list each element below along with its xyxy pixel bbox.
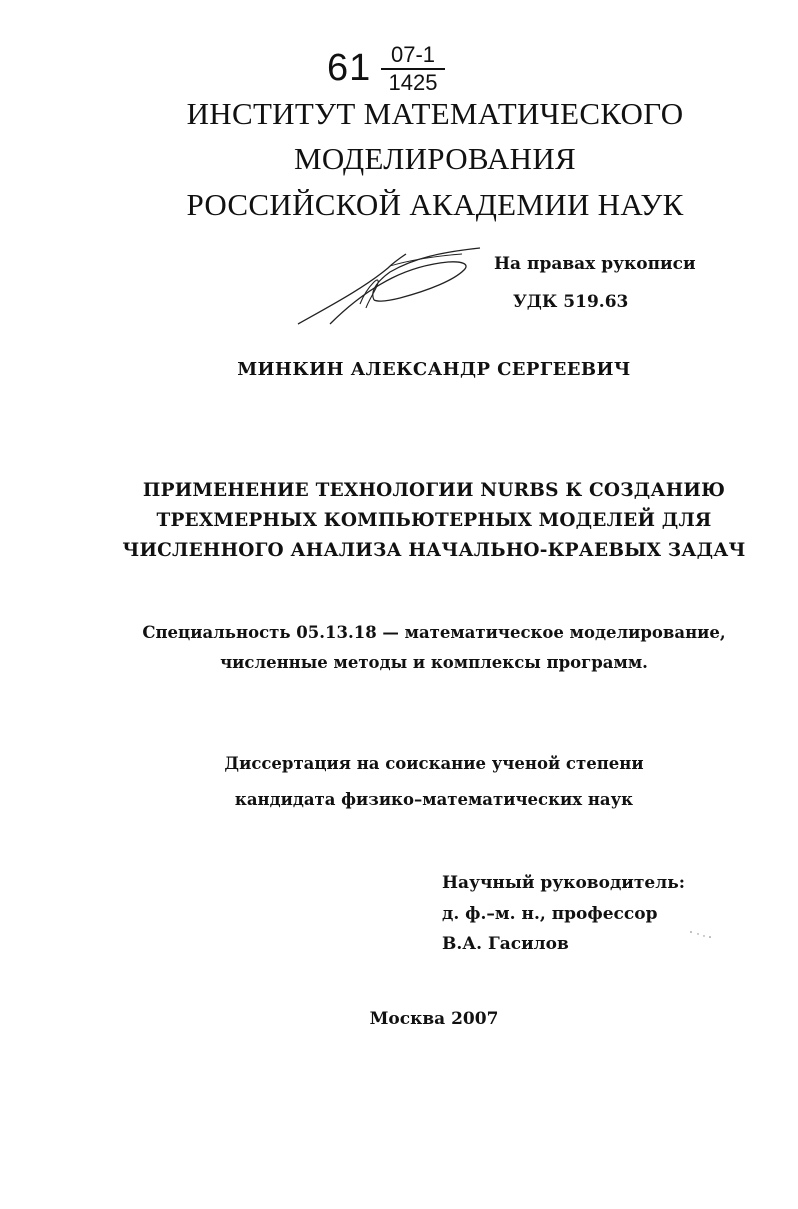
thesis-title-line-1: ПРИМЕНЕНИЕ ТЕХНОЛОГИИ NURBS К СОЗДАНИЮ: [142, 480, 726, 501]
specialty-line-2: численные методы и комплексы программ.: [220, 653, 648, 672]
udk-code: УДК 519.63: [513, 292, 629, 312]
dissertation-line-2: кандидата физико–математических наук: [234, 790, 634, 809]
catalog-code-fraction: [381, 43, 445, 95]
supervisor-name: В.А. Гасилов: [442, 934, 569, 954]
scan-noise-specks: [688, 928, 718, 942]
catalog-code-numerator: 07-1: [381, 43, 445, 70]
handwritten-signature: [290, 242, 490, 332]
institute-name-line-1: ИНСТИТУТ МАТЕМАТИЧЕСКОГО: [186, 96, 684, 131]
catalog-code-main: 61: [327, 47, 372, 89]
place-and-year: Москва 2007: [369, 1009, 499, 1029]
manuscript-note: На правах рукописи: [494, 254, 696, 274]
author-name: МИНКИН АЛЕКСАНДР СЕРГЕЕВИЧ: [237, 359, 631, 380]
supervisor-degree: д. ф.–м. н., профессор: [442, 904, 658, 924]
thesis-title-line-2: ТРЕХМЕРНЫХ КОМПЬЮТЕРНЫХ МОДЕЛЕЙ ДЛЯ: [156, 510, 712, 531]
institute-name-line-2: МОДЕЛИРОВАНИЯ: [294, 141, 576, 176]
supervisor-label: Научный руководитель:: [442, 873, 686, 893]
dissertation-line-1: Диссертация на соискание ученой степени: [224, 754, 644, 773]
thesis-title-line-3: ЧИСЛЕННОГО АНАЛИЗА НАЧАЛЬНО-КРАЕВЫХ ЗАДАЧ: [122, 540, 746, 561]
catalog-code-denominator: 1425: [388, 70, 438, 95]
institute-name-line-3: РОССИЙСКОЙ АКАДЕМИИ НАУК: [186, 187, 684, 222]
specialty-line-1: Специальность 05.13.18 — математическое моделирование,: [142, 623, 726, 642]
